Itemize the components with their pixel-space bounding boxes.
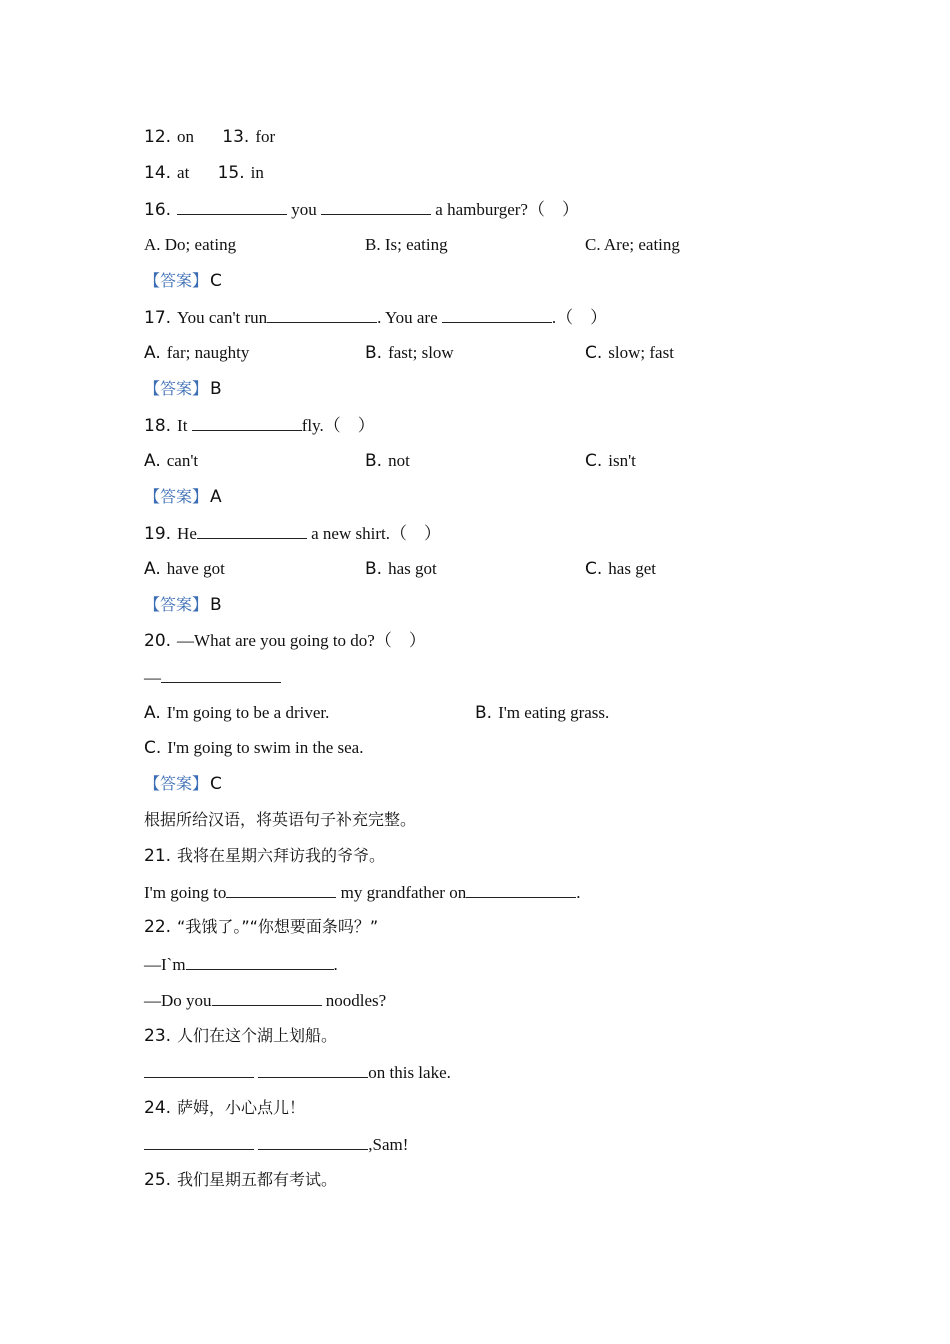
question-16 <box>144 198 579 221</box>
option-a <box>144 702 329 724</box>
option-text: slow; fast <box>608 343 674 362</box>
option-text: I'm going to be a driver. <box>166 703 330 722</box>
option-text: not <box>388 451 410 470</box>
chinese-prompt: “我饿了。”“你想要面条吗？” <box>177 917 379 936</box>
dash: — <box>144 668 161 687</box>
option-text: have got <box>166 559 225 578</box>
answer-line <box>144 270 222 292</box>
question-25 <box>144 1169 337 1191</box>
question-number: 16. <box>144 200 172 220</box>
chinese-prompt: 萨姆，小心点儿！ <box>177 1098 306 1117</box>
question-number: 13. <box>222 127 250 147</box>
option-c <box>585 558 656 580</box>
answer-row-14-15 <box>144 162 264 184</box>
option-letter: C. <box>585 451 603 471</box>
option-a <box>144 450 198 472</box>
option-text: I'm eating grass. <box>498 703 610 722</box>
answer-value: B <box>210 595 222 615</box>
question-text: fly.（ ） <box>301 416 375 435</box>
answer-tag: 【答案】 <box>144 271 209 290</box>
option-text: can't <box>166 451 199 470</box>
answer-text: at <box>177 163 190 182</box>
question-21-english <box>144 881 580 904</box>
option-b <box>365 450 410 472</box>
option-text: has get <box>608 559 656 578</box>
answer-line <box>144 486 222 508</box>
option-letter: B. <box>365 343 383 363</box>
question-text: a hamburger?（ ） <box>435 200 579 219</box>
option-c: C. Are; eating <box>585 235 680 254</box>
answer-line <box>144 594 222 616</box>
answer-value: C <box>210 271 222 291</box>
blank <box>177 198 287 215</box>
question-text: a new shirt.（ ） <box>311 524 441 543</box>
question-text: you <box>291 200 317 219</box>
answer-row-12-13 <box>144 126 275 148</box>
english-text: ,Sam! <box>368 1135 409 1154</box>
english-text: . <box>576 883 581 902</box>
option-letter: A. <box>144 703 161 723</box>
question-20 <box>144 630 426 652</box>
option-letter: A. <box>144 343 161 363</box>
question-18 <box>144 414 375 437</box>
blank <box>442 306 552 323</box>
option-text: far; naughty <box>166 343 250 362</box>
blank <box>186 953 334 970</box>
option-a: A. Do; eating <box>144 235 237 254</box>
question-22 <box>144 916 378 938</box>
option-letter: B. <box>365 559 383 579</box>
question-number: 19. <box>144 524 172 544</box>
question-20-reply <box>144 666 281 689</box>
question-24-english <box>144 1133 408 1156</box>
question-text: .（ ） <box>551 308 608 327</box>
option-c <box>585 342 674 364</box>
option-letter: C. <box>585 343 603 363</box>
blank <box>161 666 281 683</box>
question-22-english-a <box>144 953 338 976</box>
option-b <box>365 558 437 580</box>
blank <box>144 1061 254 1078</box>
question-21 <box>144 845 385 867</box>
option-a <box>144 342 249 364</box>
blank <box>212 989 322 1006</box>
blank <box>192 414 302 431</box>
blank <box>321 198 431 215</box>
option-text: I'm going to swim in the sea. <box>167 738 364 757</box>
question-number: 21. <box>144 846 172 866</box>
answer-text: in <box>250 163 264 182</box>
question-text: It <box>177 416 188 435</box>
question-text: —What are you going to do?（ ） <box>177 631 426 650</box>
answer-value: C <box>210 774 222 794</box>
question-number: 18. <box>144 416 172 436</box>
question-19 <box>144 522 441 545</box>
blank <box>197 522 307 539</box>
question-text: You can't run <box>177 308 268 327</box>
option-text: isn't <box>608 451 636 470</box>
question-number: 24. <box>144 1098 172 1118</box>
option-text: has got <box>388 559 437 578</box>
question-number: 15. <box>217 163 245 183</box>
answer-text: for <box>255 127 276 146</box>
english-text: my grandfather on <box>340 883 467 902</box>
question-23 <box>144 1025 337 1047</box>
question-22-english-b <box>144 989 386 1012</box>
english-text: —I`m <box>144 955 186 974</box>
option-text: fast; slow <box>388 343 454 362</box>
option-c <box>585 450 636 472</box>
answer-line <box>144 378 222 400</box>
english-text: —Do you <box>144 991 212 1010</box>
option-letter: A. <box>144 451 161 471</box>
blank <box>258 1061 368 1078</box>
blank <box>466 881 576 898</box>
option-b: B. Is; eating <box>365 235 448 254</box>
chinese-prompt: 人们在这个湖上划船。 <box>177 1026 338 1045</box>
answer-value: B <box>210 379 222 399</box>
question-24 <box>144 1097 305 1119</box>
option-b <box>475 702 609 724</box>
option-letter: B. <box>365 451 383 471</box>
answer-value: A <box>210 487 222 507</box>
answer-tag: 【答案】 <box>144 379 209 398</box>
question-number: 25. <box>144 1170 172 1190</box>
option-letter: A. <box>144 559 161 579</box>
question-text: . You are <box>377 308 438 327</box>
answer-text: on <box>177 127 195 146</box>
option-letter: C. <box>585 559 603 579</box>
option-a <box>144 558 225 580</box>
answer-line <box>144 773 222 795</box>
option-letter: B. <box>475 703 493 723</box>
question-text: He <box>177 524 197 543</box>
question-number: 12. <box>144 127 172 147</box>
english-text: I'm going to <box>144 883 227 902</box>
english-text: on this lake. <box>368 1063 451 1082</box>
blank <box>258 1133 368 1150</box>
english-text: noodles? <box>325 991 387 1010</box>
question-number: 22. <box>144 917 172 937</box>
answer-tag: 【答案】 <box>144 774 209 793</box>
blank <box>267 306 377 323</box>
answer-tag: 【答案】 <box>144 487 209 506</box>
chinese-prompt: 我将在星期六拜访我的爷爷。 <box>177 846 386 865</box>
chinese-prompt: 我们星期五都有考试。 <box>177 1170 338 1189</box>
option-b <box>365 342 454 364</box>
question-number: 17. <box>144 308 172 328</box>
question-17 <box>144 306 607 329</box>
answer-tag: 【答案】 <box>144 595 209 614</box>
option-c <box>144 737 363 759</box>
blank <box>226 881 336 898</box>
option-letter: C. <box>144 738 162 758</box>
section-instruction: 根据所给汉语，将英语句子补充完整。 <box>144 810 417 829</box>
blank <box>144 1133 254 1150</box>
question-23-english <box>144 1061 451 1084</box>
question-number: 23. <box>144 1026 172 1046</box>
english-text: . <box>333 955 338 974</box>
question-number: 20. <box>144 631 172 651</box>
question-number: 14. <box>144 163 172 183</box>
